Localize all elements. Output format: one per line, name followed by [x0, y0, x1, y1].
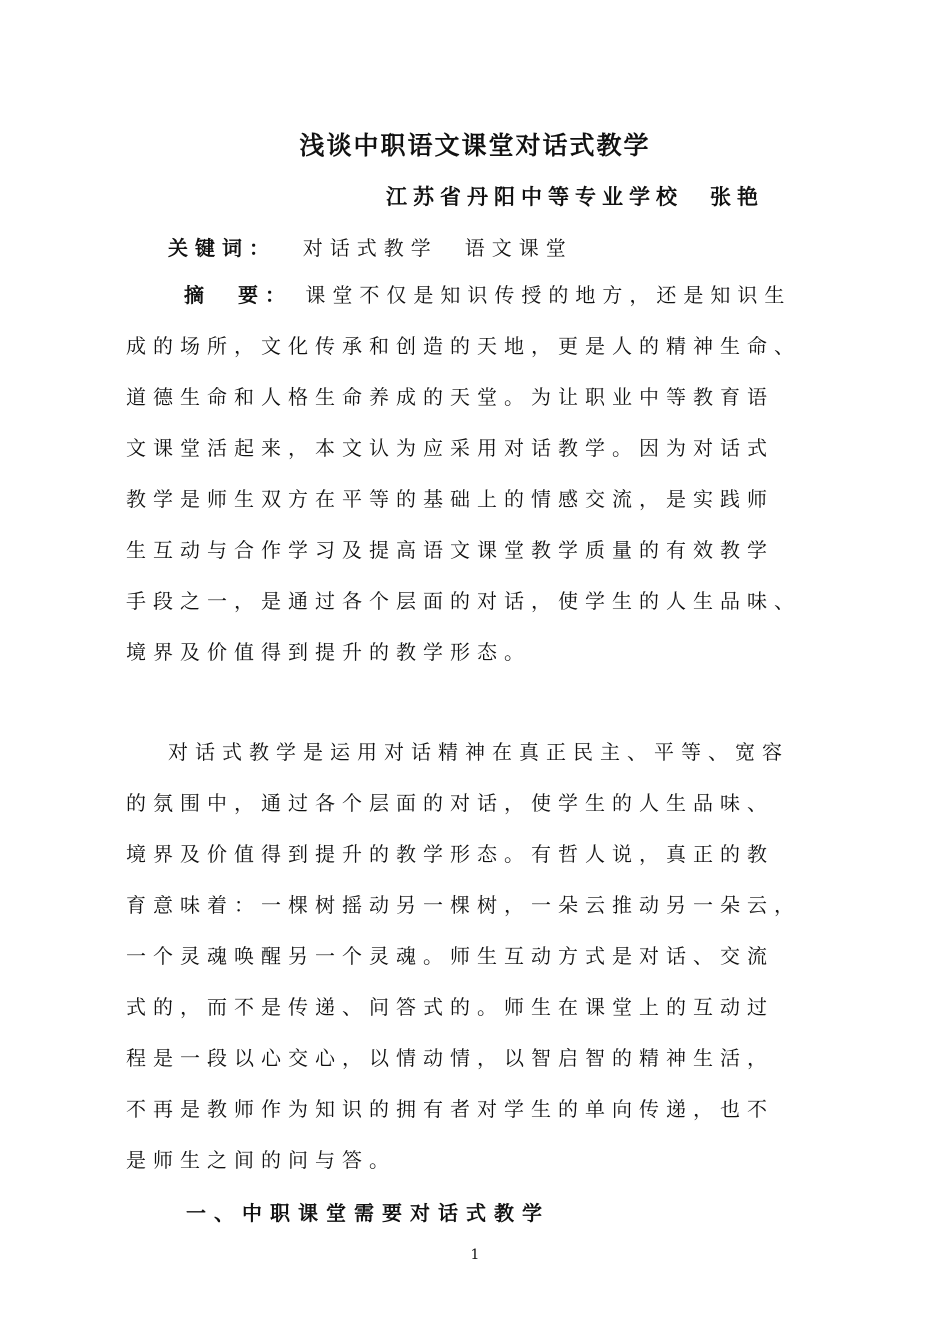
body-line: 育意味着：一棵树摇动另一棵树，一朵云推动另一朵云，	[126, 893, 801, 917]
document-title: 浅谈中职语文课堂对话式教学	[299, 131, 651, 160]
body-line: 对话式教学是运用对话精神在真正民主、平等、宽容	[168, 740, 789, 764]
abstract-line: 手段之一，是通过各个层面的对话，使学生的人生品味、	[126, 589, 801, 613]
body-line: 不再是教师作为知识的拥有者对学生的单向传递，也不	[126, 1097, 774, 1121]
keywords-text: 对话式教学 语文课堂	[302, 236, 573, 260]
keywords-label: 关键词：	[168, 236, 276, 260]
abstract-line: 文课堂活起来，本文认为应采用对话教学。因为对话式	[126, 436, 774, 460]
abstract-line: 成的场所，文化传承和创造的天地，更是人的精神生命、	[126, 334, 801, 358]
body-line: 一个灵魂唤醒另一个灵魂。师生互动方式是对话、交流	[126, 944, 774, 968]
abstract-line: 生互动与合作学习及提高语文课堂教学质量的有效教学	[126, 538, 774, 562]
abstract-line: 境界及价值得到提升的教学形态。	[126, 640, 531, 664]
abstract-first-line	[184, 270, 801, 321]
body-line: 是师生之间的问与答。	[126, 1148, 396, 1172]
section-heading: 一、中职课堂需要对话式教学	[186, 1201, 550, 1225]
author-line: 江苏省丹阳中等专业学校 张艳	[386, 185, 764, 209]
page-number: 1	[470, 1247, 480, 1263]
abstract-label: 摘 要：	[184, 283, 292, 307]
body-line: 的氛围中，通过各个层面的对话，使学生的人生品味、	[126, 791, 774, 815]
abstract-line: 教学是师生双方在平等的基础上的情感交流，是实践师	[126, 487, 774, 511]
body-paragraph	[126, 727, 801, 1186]
abstract-paragraph	[126, 270, 801, 678]
abstract-line: 道德生命和人格生命养成的天堂。为让职业中等教育语	[126, 385, 774, 409]
body-line: 境界及价值得到提升的教学形态。有哲人说，真正的教	[126, 842, 774, 866]
keywords-line	[168, 232, 573, 261]
body-line: 程是一段以心交心，以情动情，以智启智的精神生活，	[126, 1046, 774, 1070]
body-line: 式的，而不是传递、问答式的。师生在课堂上的互动过	[126, 995, 774, 1019]
abstract-line: 课堂不仅是知识传授的地方，还是知识生	[305, 283, 792, 307]
